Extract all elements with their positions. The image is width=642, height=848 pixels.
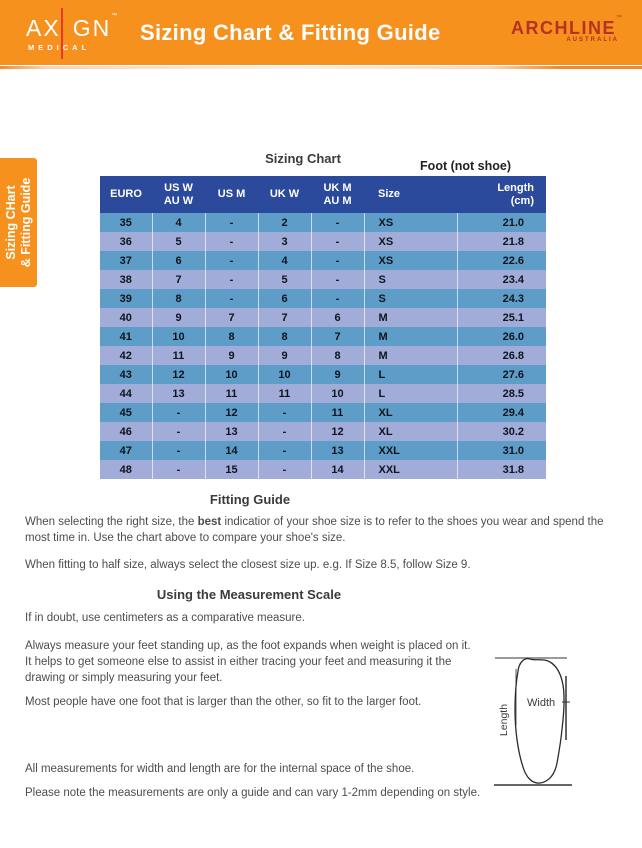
table-cell: - (311, 213, 364, 232)
table-cell: 8 (258, 327, 311, 346)
table-cell: 5 (258, 270, 311, 289)
table-row (100, 213, 546, 232)
table-cell: - (205, 289, 258, 308)
length-label: Length (498, 703, 510, 737)
table-cell: XS (364, 213, 457, 232)
table-cell: 31.8 (457, 460, 546, 479)
table-cell: 4 (152, 213, 205, 232)
table-cell: - (311, 270, 364, 289)
table-cell: - (152, 441, 205, 460)
p1-before: When selecting the right size, the (25, 516, 198, 528)
table-cell: 8 (311, 346, 364, 365)
table-row (100, 384, 546, 403)
fitting-guide-paragraph-1 (25, 514, 622, 546)
table-cell: 35 (100, 213, 152, 232)
table-cell: S (364, 270, 457, 289)
table-cell: 12 (311, 422, 364, 441)
table-cell: - (258, 441, 311, 460)
table-cell: - (205, 270, 258, 289)
measurement-paragraph-4: All measurements for width and length are for the internal space of the shoe. (25, 763, 415, 775)
table-header-cell: US M (205, 176, 258, 213)
table-cell: 23.4 (457, 270, 546, 289)
table-cell: 4 (258, 251, 311, 270)
table-row (100, 289, 546, 308)
table-cell: 7 (152, 270, 205, 289)
table-row (100, 327, 546, 346)
axign-part2: GN (72, 14, 112, 41)
table-cell: - (258, 422, 311, 441)
table-cell: 10 (152, 327, 205, 346)
axign-trademark: ™ (111, 12, 120, 19)
p1-after: indicatior of your shoe size is to refer to the shoes you wear and spend the most time in. Use the chart above to compare your shoe's size. (25, 516, 604, 544)
table-cell: 3 (258, 232, 311, 251)
table-cell: 7 (258, 308, 311, 327)
table-cell: 12 (152, 365, 205, 384)
table-cell: 42 (100, 346, 152, 365)
table-row (100, 365, 546, 384)
table-cell: L (364, 384, 457, 403)
table-cell: 21.8 (457, 232, 546, 251)
archline-logo (511, 15, 622, 43)
table-cell: - (258, 460, 311, 479)
table-cell: XXL (364, 441, 457, 460)
table-row (100, 460, 546, 479)
archline-subtitle: AUSTRALIA (566, 37, 619, 43)
table-cell: 9 (205, 346, 258, 365)
table-cell: - (311, 251, 364, 270)
table-cell: 48 (100, 460, 152, 479)
table-cell: 2 (258, 213, 311, 232)
table-cell: - (311, 232, 364, 251)
table-cell: 14 (205, 441, 258, 460)
table-cell: - (152, 422, 205, 441)
table-cell: 10 (205, 365, 258, 384)
table-cell: M (364, 346, 457, 365)
table-cell: XL (364, 422, 457, 441)
table-cell: 9 (258, 346, 311, 365)
sizing-chart-heading: Sizing Chart (265, 151, 341, 166)
table-cell: XS (364, 251, 457, 270)
table-cell: 8 (152, 289, 205, 308)
table-cell: 13 (205, 422, 258, 441)
table-cell: 39 (100, 289, 152, 308)
table-header-cell: EURO (100, 176, 152, 213)
table-cell: 9 (311, 365, 364, 384)
fitting-guide-paragraph-2: When fitting to half size, always select the closest size up. e.g. If Size 8.5, follow Size 9. (25, 559, 471, 571)
table-cell: 36 (100, 232, 152, 251)
table-cell: M (364, 327, 457, 346)
table-cell: - (152, 403, 205, 422)
side-tab-line1: Sizing CHart (3, 185, 18, 260)
table-cell: 44 (100, 384, 152, 403)
table-cell: - (311, 289, 364, 308)
measurement-paragraph-2: Always measure your feet standing up, as the foot expands when weight is placed on it. It helps to get someone else to assist in either tracing your feet and measuring it the drawing or simply measuring your feet. (25, 640, 471, 684)
table-cell: 13 (311, 441, 364, 460)
table-cell: 21.0 (457, 213, 546, 232)
table-cell: 40 (100, 308, 152, 327)
table-cell: S (364, 289, 457, 308)
table-cell: 29.4 (457, 403, 546, 422)
width-label: Width (527, 697, 556, 709)
table-header-cell: US W AU W (152, 176, 205, 213)
table-cell: 9 (152, 308, 205, 327)
table-cell: 10 (311, 384, 364, 403)
table-cell: 26.0 (457, 327, 546, 346)
table-cell: 27.6 (457, 365, 546, 384)
fitting-guide-heading: Fitting Guide (209, 492, 291, 507)
table-cell: 6 (152, 251, 205, 270)
table-cell: - (205, 232, 258, 251)
table-cell: 7 (205, 308, 258, 327)
table-cell: 8 (205, 327, 258, 346)
foot-outline (515, 659, 564, 783)
table-cell: - (152, 460, 205, 479)
page-title: Sizing Chart & Fitting Guide (140, 19, 441, 45)
archline-trademark: ™ (616, 15, 622, 21)
table-cell: 13 (152, 384, 205, 403)
axign-part1: AX (26, 14, 61, 41)
table-cell: 38 (100, 270, 152, 289)
table-cell: 46 (100, 422, 152, 441)
measurement-heading: Using the Measurement Scale (156, 587, 342, 602)
p1-bold: best (197, 516, 222, 528)
table-header-cell: UK W (258, 176, 311, 213)
measurement-paragraph-3: Most people have one foot that is larger than the other, so fit to the larger foot. (25, 696, 422, 708)
axign-medical-logo (18, 5, 120, 61)
table-cell: 11 (205, 384, 258, 403)
sizing-table-body (100, 213, 546, 479)
table-row (100, 346, 546, 365)
table-cell: 6 (311, 308, 364, 327)
table-cell: - (205, 251, 258, 270)
table-cell: XXL (364, 460, 457, 479)
measurement-paragraph-5: Please note the measurements are only a guide and can vary 1-2mm depending on style. (25, 787, 481, 799)
side-tab (0, 158, 37, 287)
table-cell: 41 (100, 327, 152, 346)
sizing-table-head (100, 176, 546, 213)
table-cell: 7 (311, 327, 364, 346)
table-cell: 24.3 (457, 289, 546, 308)
foot-measurement-diagram (480, 640, 642, 810)
table-cell: - (258, 403, 311, 422)
table-cell: 22.6 (457, 251, 546, 270)
table-header-cell: UK M AU M (311, 176, 364, 213)
table-cell: 43 (100, 365, 152, 384)
table-cell: 47 (100, 441, 152, 460)
table-header-cell: Length (cm) (457, 176, 546, 213)
table-header-cell: Size (364, 176, 457, 213)
table-cell: 11 (152, 346, 205, 365)
table-cell: 28.5 (457, 384, 546, 403)
table-row (100, 270, 546, 289)
table-cell: 37 (100, 251, 152, 270)
table-cell: M (364, 308, 457, 327)
table-row (100, 422, 546, 441)
table-cell: - (205, 213, 258, 232)
table-row (100, 308, 546, 327)
table-cell: 45 (100, 403, 152, 422)
archline-wordmark: ARCHLINE (511, 18, 616, 38)
sizing-table (100, 176, 546, 479)
table-row (100, 232, 546, 251)
table-cell: 11 (311, 403, 364, 422)
side-tab-line2: & Fitting Guide (18, 177, 33, 268)
table-cell: 12 (205, 403, 258, 422)
axign-subtitle: MEDICAL (28, 42, 91, 52)
measurement-paragraph-1: If in doubt, use centimeters as a comparative measure. (25, 612, 305, 624)
table-cell: 15 (205, 460, 258, 479)
table-row (100, 403, 546, 422)
header-divider (0, 66, 642, 69)
table-cell: 14 (311, 460, 364, 479)
table-cell: 26.8 (457, 346, 546, 365)
table-row (100, 251, 546, 270)
table-cell: 10 (258, 365, 311, 384)
table-cell: 30.2 (457, 422, 546, 441)
table-cell: XS (364, 232, 457, 251)
side-tab-label (0, 158, 37, 287)
header-banner (0, 0, 642, 65)
table-cell: L (364, 365, 457, 384)
foot-not-shoe-label: Foot (not shoe) (420, 159, 511, 173)
table-cell: 31.0 (457, 441, 546, 460)
table-cell: 25.1 (457, 308, 546, 327)
table-cell: XL (364, 403, 457, 422)
axign-wordmark (26, 12, 120, 42)
table-cell: 11 (258, 384, 311, 403)
table-cell: 5 (152, 232, 205, 251)
table-cell: 6 (258, 289, 311, 308)
table-row (100, 441, 546, 460)
